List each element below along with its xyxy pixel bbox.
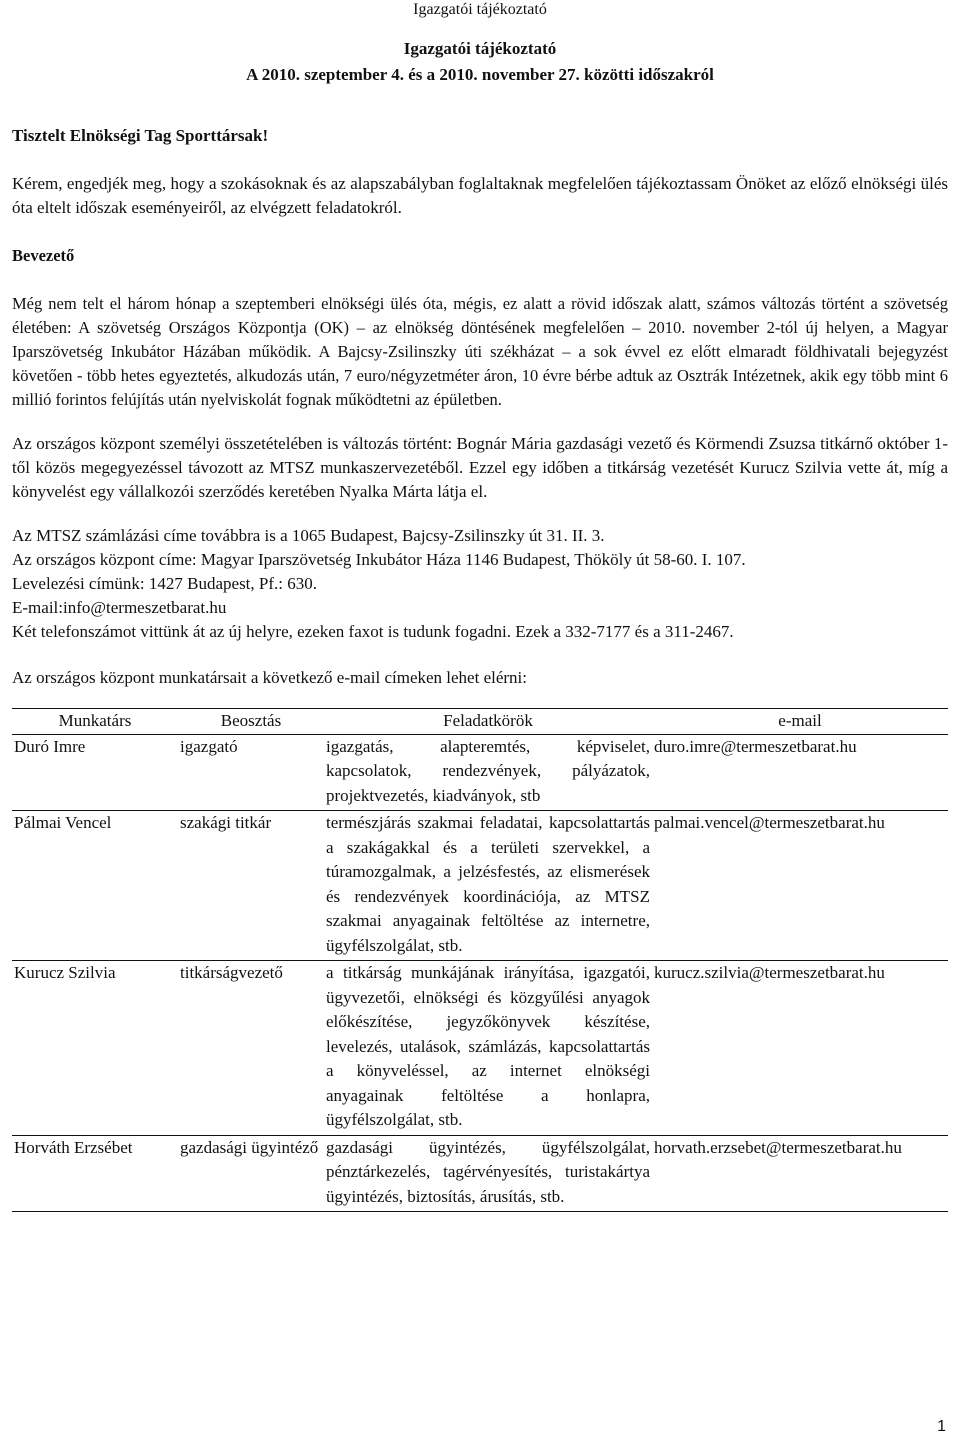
title-block — [12, 36, 948, 88]
staff-table — [12, 708, 948, 1212]
contact-block — [12, 524, 948, 644]
mailing-address: Levelezési címünk: 1427 Budapest, Pf.: 630. — [12, 574, 317, 593]
document-subtitle: A 2010. szeptember 4. és a 2010. november 27. közötti időszakról — [246, 65, 714, 84]
greeting: Tisztelt Elnökségi Tag Sporttársak! — [12, 126, 269, 145]
staff-tasks: gazdasági ügyintézés, ügyfélszolgálat, pénztárkezelés, tagérvényesítés, turistakártya ügyintézés, biztosítás, árusítás, stb. — [324, 1135, 652, 1212]
staff-name: Pálmai Vencel — [12, 811, 178, 961]
section-heading: Bevezető — [12, 246, 75, 265]
running-header: Igazgatói tájékoztató — [413, 1, 547, 18]
table-row — [12, 734, 948, 811]
column-header-position: Beosztás — [178, 709, 324, 735]
contact-email: E-mail:info@termeszetbarat.hu — [12, 598, 227, 617]
staff-tasks: a titkárság munkájának irányítása, igazgatói, ügyvezetői, elnökségi és közgyűlési anyagok előkészítése, jegyzőkönyvek készítése, levelezés, utalások, számlázás, kapcsolattartás a könyveléssel, az internet elnökségi anyagainak feltöltése a honlapra, ügyfélszolgálat, stb. — [324, 961, 652, 1136]
staff-name: Duró Imre — [12, 734, 178, 811]
staff-name: Kurucz Szilvia — [12, 961, 178, 1136]
billing-address: Az MTSZ számlázási címe továbbra is a 1065 Budapest, Bajcsy-Zsilinszky út 31. II. 3. — [12, 526, 605, 545]
column-header-email: e-mail — [652, 709, 948, 735]
document-page — [12, 0, 948, 1212]
table-row — [12, 1135, 948, 1212]
center-address: Az országos központ címe: Magyar Iparszövetség Inkubátor Háza 1146 Budapest, Thököly út 58-60. I. 107. — [12, 550, 746, 569]
staff-email: duro.imre@termeszetbarat.hu — [652, 734, 948, 811]
column-header-staff: Munkatárs — [12, 709, 178, 735]
column-header-tasks: Feladatkörök — [324, 709, 652, 735]
staff-name: Horváth Erzsébet — [12, 1135, 178, 1212]
staff-email: palmai.vencel@termeszetbarat.hu — [652, 811, 948, 961]
staff-tasks: természjárás szakmai feladatai, kapcsolattartás a szakágakkal és a területi szervekkel, a túramozgalmak, a jelzésfestés, az elismerések és rendezvények koordinációja, az MTSZ szakmai anyagainak feltöltése az internetre, ügyfélszolgálat, stb. — [324, 811, 652, 961]
document-title: Igazgatói tájékoztató — [403, 39, 557, 58]
staff-role: gazdasági ügyintéző — [178, 1135, 324, 1212]
staff-tasks: igazgatás, alapteremtés, képviselet, kapcsolatok, rendezvények, pályázatok, projektvezetés, kiadványok, stb — [324, 734, 652, 811]
staff-role: szakági titkár — [178, 811, 324, 961]
paragraph-staff-changes: Az országos központ személyi összetételében is változás történt: Bognár Mária gazdasági vezető és Körmendi Zsuzsa titkárnő október 1-től közös megegyezéssel távozott az MTSZ munkaszervezetéből. Ezzel egy időben a titkárság vezetését Kurucz Szilvia vette át, míg a könyvelést egy vállalkozói szerződés keretében Nyalka Márta látja el. — [12, 434, 948, 501]
paragraph-changes: Még nem telt el három hónap a szeptemberi elnökségi ülés óta, mégis, ez alatt a rövid időszak alatt, számos változás történt a szövetség életében: A szövetség Országos Központja (OK) – az elnökség döntésének megfelelően – 2010. november 2-tól új helyen, a Magyar Iparszövetség Inkubátor Házában működik. A Bajcsy-Zsilinszky úti székházat – a sok évvel ez előtt elmaradt földhivatali bejegyzést követően - több hetes egyeztetés, alkudozás után, 7 euro/négyzetméter áron, 10 évre bérbe adtuk az Osztrák Intézetnek, akik egy több mint 6 millió forintos felújítás után nyelviskolát fognak működtetni az épületben. — [12, 294, 948, 409]
staff-email: horvath.erzsebet@termeszetbarat.hu — [652, 1135, 948, 1212]
staff-role: igazgató — [178, 734, 324, 811]
intro-paragraph: Kérem, engedjék meg, hogy a szokásoknak és az alapszabályban foglaltaknak megfelelően tájékoztassam Önöket az előző elnökségi ülés óta eltelt időszak eseményeiről, az elvégzett feladatokról. — [12, 174, 948, 217]
staff-role: titkárságvezető — [178, 961, 324, 1136]
staff-email: kurucz.szilvia@termeszetbarat.hu — [652, 961, 948, 1136]
table-header-row — [12, 709, 948, 735]
page-number: 1 — [937, 1418, 946, 1435]
table-row — [12, 961, 948, 1136]
phone-info: Két telefonszámot vittünk át az új helyre, ezeken faxot is tudunk fogadni. Ezek a 332-7177 és a 311-2467. — [12, 622, 734, 641]
reach-text: Az országos központ munkatársait a következő e-mail címeken lehet elérni: — [12, 668, 527, 687]
table-row — [12, 811, 948, 961]
